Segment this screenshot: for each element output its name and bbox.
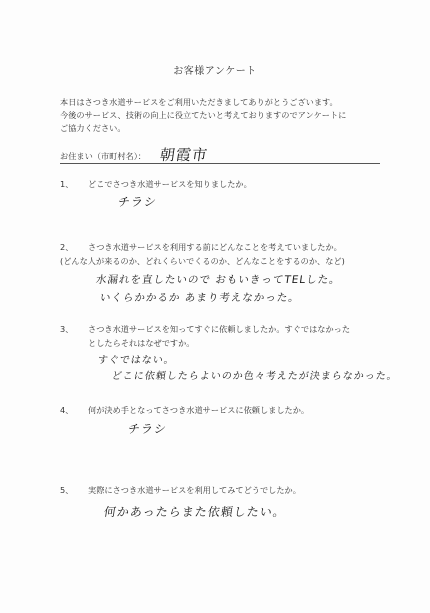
intro-line: 今後のサービス、技術の向上に役立てたいと考えておりますのでアンケートに [60,110,347,120]
question-3-text: さつき水道サービスを知ってすぐに依頼しましたか。すぐではなかった [88,324,351,334]
question-4-text: 何が決め手となってさつき水道サービスに依頼しましたか。 [88,405,310,415]
question-2-text: さつき水道サービスを利用する前にどんなことを考えていましたか。 [88,242,342,252]
question-3-number: 3、 [60,324,74,334]
question-5-answer: 何かあったらまた依頼したい。 [102,505,287,519]
question-2-subtext: (どんな人が来るのか、どれくらいでくるのか、どんなことをするのか、など) [60,256,345,266]
question-3-answer-line-1: すぐではない。 [96,355,176,366]
question-3-subtext: としたらそれはなぜですか。 [88,338,195,348]
question-4-answer: チラシ [126,422,168,436]
question-5-number: 5、 [60,485,74,495]
question-2-answer-line-2: いくらかかるか あまり考えなかった。 [99,292,301,304]
question-1-number: 1、 [60,179,74,189]
intro-line: 本日はさつき水道サービスをご利用いただきましてありがとうございます。 [60,97,338,107]
address-label: お住まい（市町村名）： [60,151,146,161]
question-1-answer: チラシ [116,195,158,209]
page-title: お客様アンケート [173,66,257,77]
question-2-answer-line-1: 水漏れを直したいので おもいきってTELした。 [95,274,342,286]
intro-line: ご協力ください。 [60,123,126,133]
address-underline [60,163,380,164]
question-1-text: どこでさつき水道サービスを知りましたか。 [88,179,252,189]
question-5-text: 実際にさつき水道サービスを利用してみてどうでしたか。 [88,485,301,495]
question-4-number: 4、 [60,405,74,415]
address-answer: 朝霞市 [158,146,210,164]
question-3-answer-line-2: どこに依頼したらよいのか色々考えたが決まらなかった。 [110,371,399,382]
question-2-number: 2、 [60,242,74,252]
intro-text [60,96,390,135]
